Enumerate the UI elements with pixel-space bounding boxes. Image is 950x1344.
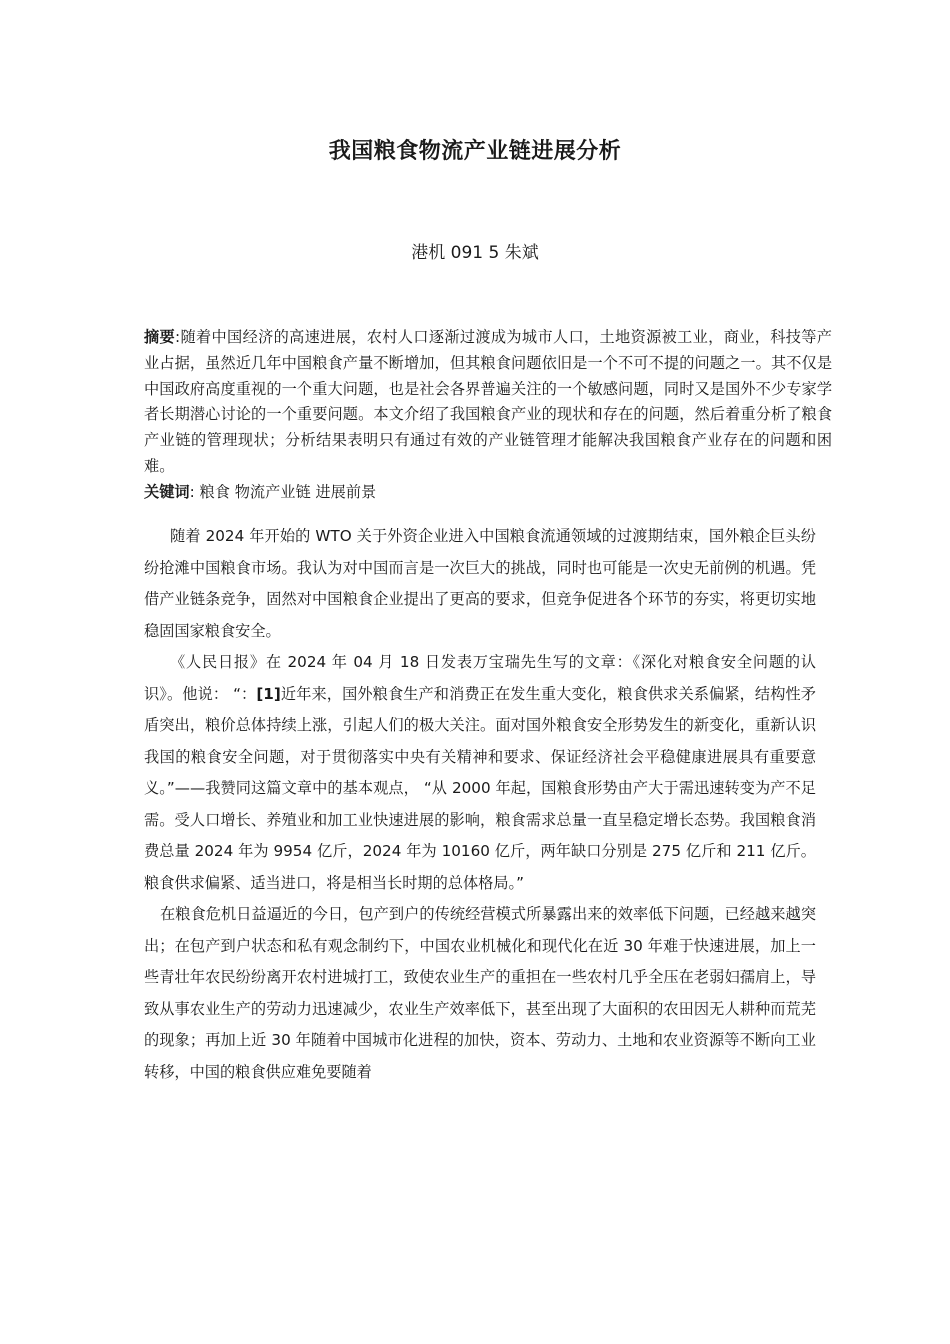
keywords-text: : 粮食 物流产业链 进展前景 [189,482,377,501]
author-line: 港机 091 5 朱斌 [411,243,539,263]
citation-ref: [1] [256,684,281,703]
document-title: 我国粮食物流产业链进展分析 [328,139,622,164]
body-paragraph-1: 随着 2024 年开始的 WTO 关于外资企业进入中国粮食流通领域的过渡期结束，国外粮企巨头纷纷抢滩中国粮食市场。我认为对中国而言是一次巨大的挑战，同时也可能是一次史无前例的机遇。凭借产业链条竞争，固然对中国粮食企业提出了更高的要求，但竞争促进各个环节的夯实，将更切实地稳固国家粮食安全。 [144,527,816,640]
abstract-text: :随着中国经济的高速进展，农村人口逐渐过渡成为城市人口，土地资源被工业，商业，科技等产业占据，虽然近几年中国粮食产量不断增加，但其粮食问题依旧是一个不可不提的问题之一。其不仅是中国政府高度重视的一个重大问题，也是社会各界普遍关注的一个敏感问题，同时又是国外不少专家学者长期潜心讨论的一个重要问题。本文介绍了我国粮食产业的现状和存在的问题，然后着重分析了粮食产业链的管理现状；分析结果表明只有通过有效的产业链管理才能解决我国粮食产业存在的问题和困难。 [144,328,832,475]
body-paragraph-2 [144,647,816,899]
abstract-paragraph [144,325,832,480]
abstract-section [144,325,832,506]
paragraph-2-intro: 《人民日报》在 2024 年 04 月 18 日发表万宝瑞先生写的文章：《深化对粮食安全问题的认识》。他说： “： [144,653,816,703]
body-paragraph-3: 在粮食危机日益逼近的今日，包产到户的传统经营模式所暴露出来的效率低下问题，已经越来越突出；在包产到户状态和私有观念制约下，中国农业机械化和现代化在近 30 年难于快速进展，加上一些青壮年农民纷纷离开农村进城打工，致使农业生产的重担在一些农村几乎全压在老弱妇孺肩上，导致从事农业生产的劳动力迅速减少，农业生产效率低下，甚至出现了大面积的农田因无人耕种而荒芜的现象；再加上近 30 年随着中国城市化进程的加快，资本、劳动力、土地和农业资源等不断向工业转移，中国的粮食供应难免要随着 [144,905,816,1081]
paragraph-2-quote: 近年来，国外粮食生产和消费正在发生重大变化，粮食供求关系偏紧，结构性矛盾突出，粮价总体持续上涨，引起人们的极大关注。面对国外粮食安全形势发生的新变化，重新认识我国的粮食安全问题，对于贯彻落实中央有关精神和要求、保证经济社会平稳健康进展具有重要意义。”——我赞同这篇文章中的基本观点， “从 2000 年起，国粮食形势由产大于需迅速转变为产不足需。受人口增长、养殖业和加工业快速进展的影响，粮食需求总量一直呈稳定增长态势。我国粮食消费总量 2024 年为 9954 亿斤，2024 年为 10160 亿斤，两年缺口分别是 275 亿斤和 211 亿斤。粮食供求偏紧、适当进口，将是相当长时期的总体格局。” [144,684,816,892]
keywords-paragraph [144,480,832,506]
keywords-label: 关键词 [144,482,190,501]
abstract-label: 摘要 [144,328,176,346]
body-text [144,521,816,1088]
